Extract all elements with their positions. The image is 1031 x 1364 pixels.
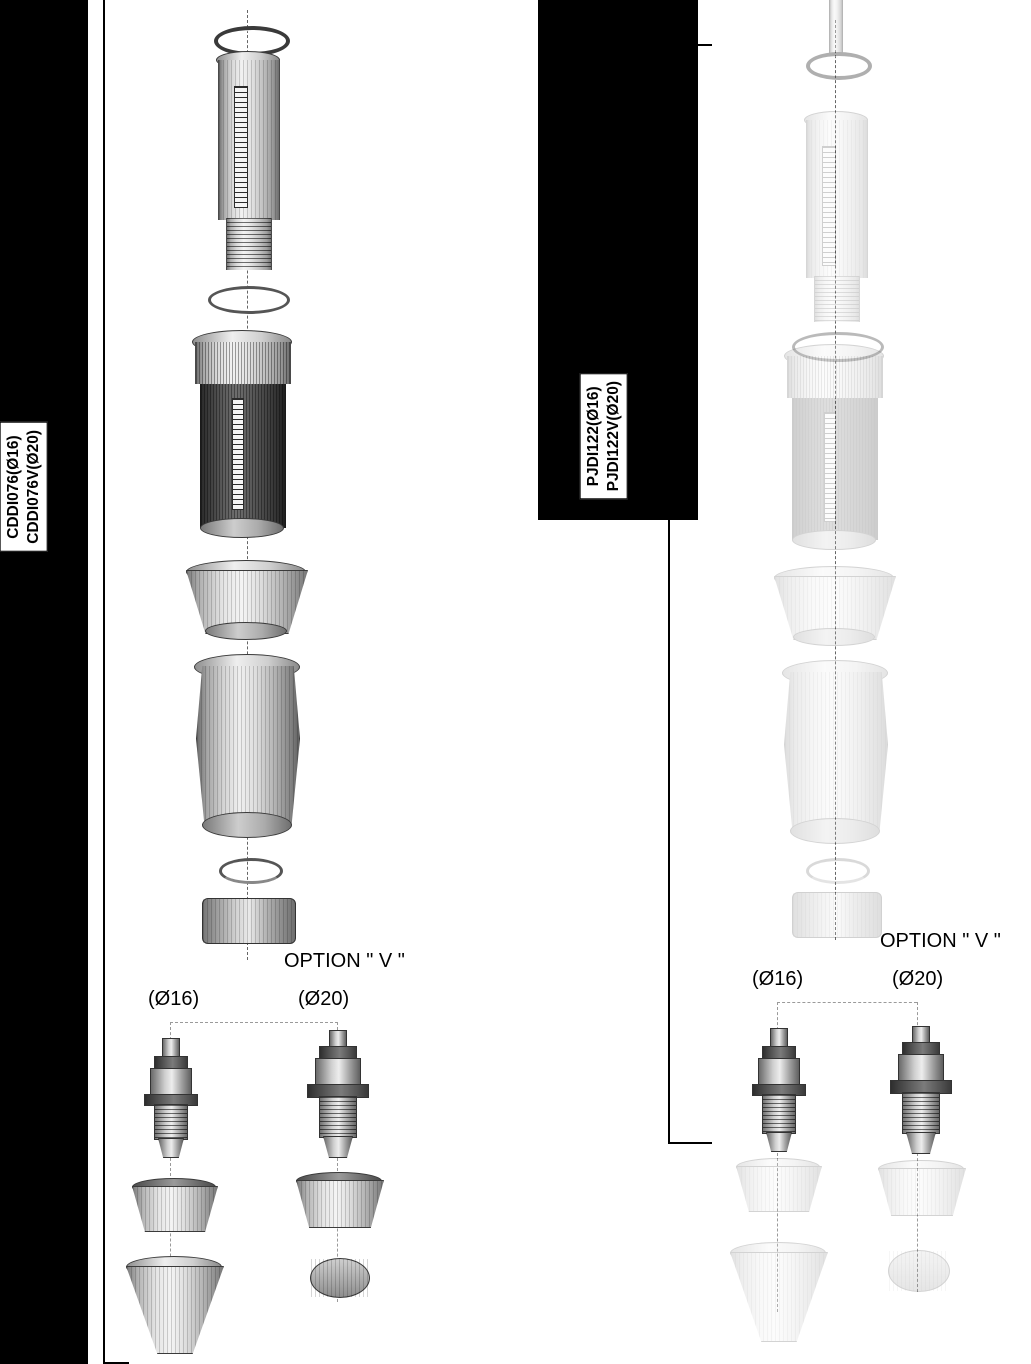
left-valve-cartridge-d16 — [142, 1038, 198, 1158]
clamp-band-ribs — [889, 1251, 949, 1291]
valve-threaded-shank — [902, 1092, 940, 1134]
cap-body — [736, 1166, 822, 1212]
valve-body-upper — [315, 1058, 361, 1086]
left-group-label — [0, 422, 48, 552]
left-group-label-line2: CDDI076V(Ø20) — [24, 430, 42, 544]
left-retaining-snap-ring — [219, 858, 283, 884]
screen-bottom-rim — [792, 530, 876, 550]
cartridge-body — [806, 120, 868, 278]
right-ribbed-cap-d16 — [736, 1158, 820, 1216]
screen-collar-ribs — [788, 356, 882, 398]
left-hose-clamp-d20 — [310, 1258, 370, 1298]
cartridge-threads — [227, 218, 271, 270]
barrel-ribs — [197, 666, 299, 824]
barrel-body — [784, 672, 888, 830]
valve-shank-threads — [903, 1093, 939, 1133]
left-lock-nut — [202, 898, 296, 944]
nut-knurl — [203, 899, 295, 943]
barrel-ribs — [785, 672, 887, 830]
right-valve-cartridge-d16 — [750, 1028, 806, 1152]
left-option-leader-horizontal — [170, 1022, 338, 1023]
valve-stem-top — [162, 1038, 180, 1058]
dia20-label-left: (Ø20) — [298, 988, 350, 1010]
cartridge-scale-strip — [234, 86, 248, 208]
cartridge-threads — [815, 276, 859, 322]
cone-ribs — [127, 1267, 223, 1353]
cap-body — [878, 1168, 966, 1216]
cartridge-body — [218, 60, 280, 220]
right-valve-cartridge-d20 — [888, 1026, 952, 1154]
valve-shank-threads — [320, 1097, 356, 1137]
valve-nose — [323, 1136, 353, 1158]
dia20-label-right: (Ø20) — [892, 968, 944, 990]
clamp-band-ribs — [311, 1259, 369, 1297]
left-group-label-line1: CDDI076(Ø16) — [5, 435, 22, 539]
valve-threaded-shank — [154, 1104, 188, 1140]
right-strainer-barrel — [782, 660, 888, 850]
right-lock-nut — [792, 892, 882, 938]
valve-threaded-shank — [762, 1094, 796, 1134]
left-ribbed-cap-d20 — [296, 1172, 382, 1232]
option-v-label-right: OPTION " V " — [880, 930, 1001, 952]
right-option-leader-horizontal — [777, 1002, 917, 1003]
left-cone-strainer-d16 — [126, 1256, 222, 1356]
cap-bottom-rim — [793, 628, 875, 646]
cap-body — [296, 1180, 384, 1228]
screen-collar — [787, 356, 883, 398]
right-group-bracket — [668, 44, 712, 1144]
left-group-bracket — [103, 0, 129, 1364]
valve-stem-top — [770, 1028, 788, 1048]
right-spring-cartridge — [804, 118, 868, 318]
left-o-ring-mid — [208, 286, 290, 314]
option-v-label-left: OPTION " V " — [284, 950, 405, 972]
barrel-body — [196, 666, 300, 824]
dia16-label-right: (Ø16) — [752, 968, 804, 990]
nut-knurl — [793, 893, 881, 937]
barrel-bottom-rim — [790, 818, 880, 844]
left-threaded-cap — [186, 560, 306, 642]
valve-nose — [906, 1132, 936, 1154]
right-threaded-cap — [774, 566, 894, 648]
screen-scale-strip — [232, 398, 244, 510]
cap-ribs — [737, 1167, 821, 1211]
cap-bottom-rim — [205, 622, 287, 640]
right-group-label-line1: PJDI122(Ø16) — [585, 386, 602, 487]
cartridge-ribs — [807, 120, 867, 278]
cartridge-thread-section — [226, 218, 272, 270]
dia16-label-left: (Ø16) — [148, 988, 200, 1010]
screen-collar — [195, 342, 291, 384]
right-group-label — [580, 373, 628, 499]
cap-body — [132, 1186, 218, 1232]
valve-nose — [766, 1132, 792, 1152]
rod-o-ring — [806, 52, 872, 80]
cap-ribs — [133, 1187, 217, 1231]
screen-scale-strip — [824, 412, 836, 522]
left-drawing-sheet — [88, 0, 538, 1364]
right-filter-screen-cylinder — [784, 352, 884, 550]
right-stem-rod — [820, 0, 850, 80]
cone-body — [730, 1252, 828, 1342]
cone-body — [126, 1266, 224, 1354]
valve-nose — [158, 1138, 184, 1158]
valve-threaded-shank — [319, 1096, 357, 1138]
left-filter-screen-cylinder — [192, 338, 292, 538]
right-cone-strainer-d16 — [730, 1242, 826, 1346]
rod-body — [829, 0, 843, 54]
left-ribbed-cap-d16 — [132, 1178, 216, 1236]
cartridge-thread-section — [814, 276, 860, 322]
screen-bottom-rim — [200, 518, 284, 538]
cone-ribs — [731, 1253, 827, 1341]
valve-body-upper — [150, 1068, 192, 1096]
right-ribbed-cap-d20 — [878, 1160, 964, 1220]
cartridge-ribs — [219, 60, 279, 220]
valve-body-upper — [758, 1058, 800, 1086]
valve-shank-threads — [155, 1105, 187, 1139]
cap-ribs — [879, 1169, 965, 1215]
left-spring-cartridge — [216, 58, 280, 268]
right-retaining-snap-ring — [806, 858, 870, 884]
cap-ribs — [297, 1181, 383, 1227]
left-strainer-barrel — [194, 654, 300, 844]
barrel-bottom-rim — [202, 812, 292, 838]
right-group-label-line2: PJDI122V(Ø20) — [604, 381, 622, 492]
valve-body-upper — [898, 1054, 944, 1082]
left-valve-cartridge-d20 — [305, 1030, 369, 1158]
valve-shank-threads — [763, 1095, 795, 1133]
cartridge-scale-strip — [822, 146, 836, 266]
screen-collar-ribs — [196, 342, 290, 384]
right-hose-clamp-d20 — [888, 1250, 950, 1292]
